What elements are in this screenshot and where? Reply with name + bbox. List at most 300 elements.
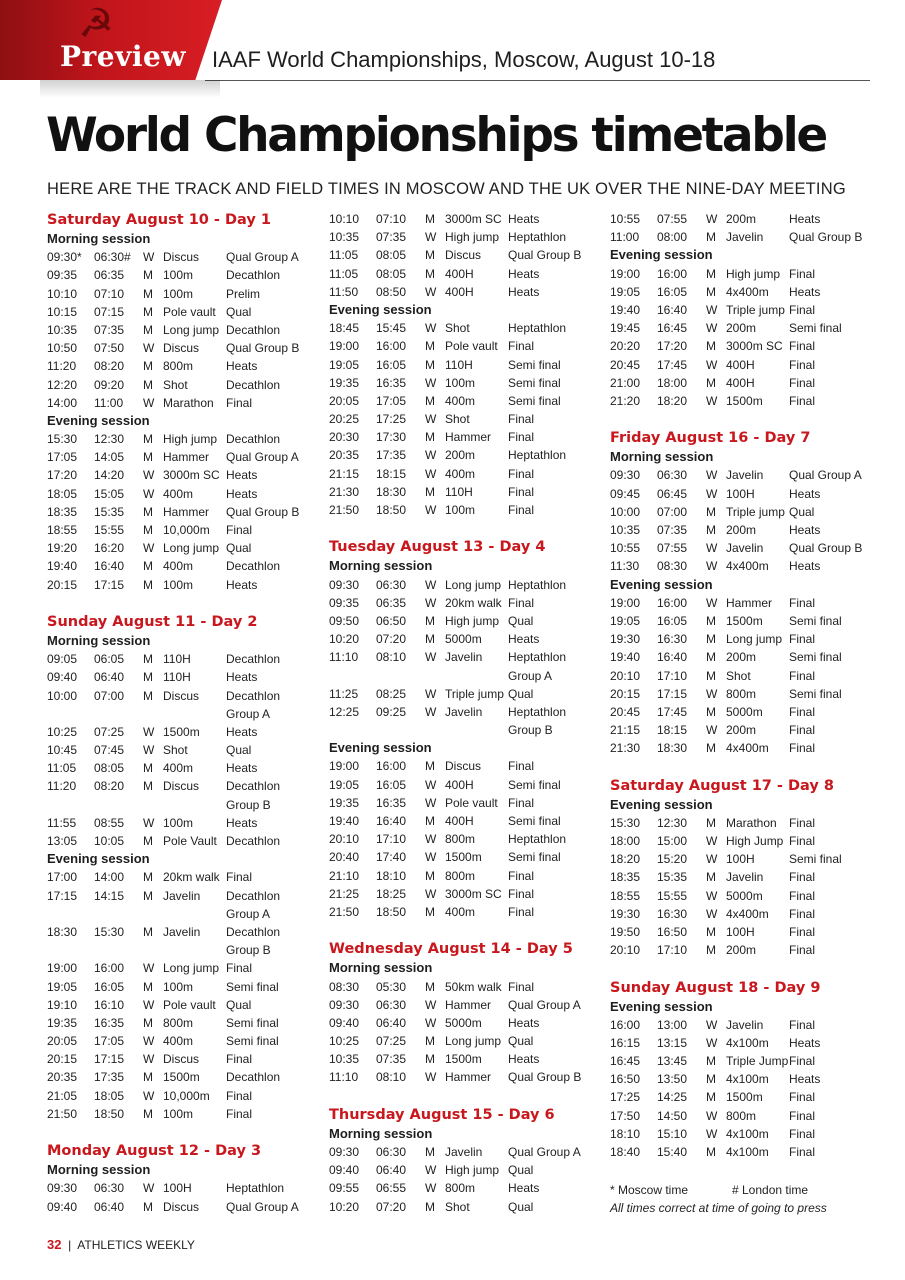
london-time: 16:50 <box>657 924 688 939</box>
event: Pole vault <box>445 339 498 354</box>
moscow-time: 18:35 <box>610 870 641 885</box>
moscow-time: 20:15 <box>47 577 78 592</box>
london-time: 07:35 <box>376 1052 407 1067</box>
round: Heptathlon <box>508 577 567 592</box>
gender: M <box>706 924 716 939</box>
moscow-time: 19:00 <box>329 339 360 354</box>
timetable-row <box>329 1068 599 1086</box>
event: 4x100m <box>726 1145 769 1159</box>
event: Long jump <box>163 961 220 976</box>
session-heading: Morning session <box>47 1162 151 1178</box>
timetable-row <box>47 650 317 668</box>
gender: W <box>706 357 718 372</box>
moscow-time: 19:05 <box>329 357 360 372</box>
moscow-time: 14:00 <box>47 395 78 410</box>
moscow-time: 13:05 <box>47 834 78 848</box>
round: Heats <box>789 1035 821 1050</box>
moscow-time: 19:20 <box>47 541 78 556</box>
round: Qual Group A <box>226 1199 299 1214</box>
round: Heats <box>226 724 258 739</box>
event: 1500m <box>726 1090 763 1105</box>
moscow-time: 20:35 <box>329 448 360 463</box>
london-time: 16:35 <box>376 795 407 810</box>
round: Heats <box>226 815 258 830</box>
event: 400H <box>445 814 474 828</box>
round: Qual <box>508 613 534 628</box>
event: Discus <box>163 250 200 265</box>
gender: M <box>425 339 435 354</box>
event: Pole vault <box>163 304 216 319</box>
timetable-row <box>329 501 599 519</box>
event: 3000m SC <box>726 339 783 354</box>
round: Qual <box>508 686 534 701</box>
moscow-time: 10:35 <box>329 230 360 245</box>
london-time: 16:00 <box>657 266 688 281</box>
event: 400m <box>163 486 194 501</box>
round: Semi final <box>508 850 561 865</box>
gender: W <box>706 852 718 867</box>
timetable-row <box>47 303 317 321</box>
moscow-time: 21:10 <box>329 868 360 883</box>
london-time: 17:30 <box>376 430 407 445</box>
round: Qual <box>508 1199 534 1214</box>
moscow-time: 09:40 <box>47 1199 78 1214</box>
gender: W <box>706 393 718 408</box>
page-folio <box>47 1237 195 1252</box>
gender: M <box>143 504 153 519</box>
event: Hammer <box>445 997 492 1012</box>
timetable-row <box>329 830 599 848</box>
event: 1500m <box>163 724 200 739</box>
event: 3000m SC <box>163 468 220 483</box>
round: Decathlon <box>226 924 281 939</box>
london-time: 07:35 <box>376 230 407 245</box>
gender: W <box>143 541 155 556</box>
timetable-row <box>329 612 599 630</box>
moscow-time: 09:40 <box>329 1015 360 1030</box>
timetable-row <box>329 576 599 594</box>
gender: W <box>143 250 155 265</box>
gender: M <box>425 814 435 828</box>
moscow-time: 17:50 <box>610 1108 641 1123</box>
london-time: 05:30 <box>376 979 407 994</box>
moscow-time: 10:10 <box>329 212 360 226</box>
gender: M <box>143 1015 153 1030</box>
round: Heats <box>226 761 258 776</box>
london-time: 06:40 <box>376 1015 407 1030</box>
round: Qual <box>226 304 252 319</box>
event: 800m <box>163 1015 194 1030</box>
timetable-row <box>610 392 880 410</box>
london-time: 15:20 <box>657 852 688 867</box>
day-heading: Thursday August 15 - Day 6 <box>329 1106 555 1123</box>
event: 200m <box>726 321 757 336</box>
round: Final <box>789 1145 816 1159</box>
london-time: 16:45 <box>657 321 688 336</box>
moscow-time: 21:05 <box>47 1088 78 1103</box>
timetable-row <box>47 905 317 923</box>
round: Final <box>508 759 535 774</box>
round: Final <box>789 1090 816 1105</box>
gender: W <box>425 230 437 245</box>
moscow-time: 20:10 <box>329 832 360 847</box>
round: Heats <box>789 1072 821 1087</box>
round: Final <box>789 1108 816 1123</box>
round: Final <box>508 466 535 481</box>
moscow-time: 21:00 <box>610 375 641 390</box>
day-heading: Saturday August 17 - Day 8 <box>610 777 834 794</box>
gender: W <box>143 1181 155 1196</box>
moscow-time: 16:00 <box>610 1017 641 1032</box>
event: 110H <box>163 652 191 667</box>
event: Hammer <box>445 430 492 445</box>
moscow-time: 09:55 <box>329 1181 360 1196</box>
london-time: 14:15 <box>94 888 125 903</box>
gender: M <box>143 1070 153 1085</box>
timetable-row <box>47 376 317 394</box>
event: Shot <box>726 668 751 683</box>
moscow-time: 10:20 <box>329 632 360 647</box>
event: 200m <box>726 523 757 537</box>
moscow-time: 20:10 <box>610 943 641 958</box>
london-time-note: # London time <box>732 1183 809 1198</box>
round: Final <box>508 868 535 883</box>
gender: M <box>425 430 435 445</box>
event: 110H <box>163 670 191 685</box>
round: Decathlon <box>226 688 281 703</box>
event: Javelin <box>726 541 764 556</box>
round: Decathlon <box>226 652 281 667</box>
gender: W <box>706 1126 718 1141</box>
round: Semi final <box>508 777 561 792</box>
london-time: 06:30 <box>376 1145 407 1159</box>
london-time: 07:20 <box>376 632 407 647</box>
timetable-row <box>47 248 317 266</box>
timetable-row <box>47 448 317 466</box>
moscow-time: 21:25 <box>329 886 360 901</box>
gender: W <box>143 486 155 501</box>
event: 4x400m <box>726 284 769 299</box>
london-time: 06:30 <box>94 1181 125 1196</box>
moscow-time: 12:25 <box>329 704 360 719</box>
timetable-row <box>610 721 880 739</box>
round: Semi final <box>226 979 279 994</box>
event: Javelin <box>445 1145 483 1159</box>
gender: M <box>143 1106 153 1121</box>
day-heading: Sunday August 18 - Day 9 <box>610 979 821 996</box>
round: Heats <box>789 523 821 537</box>
gender: M <box>706 504 716 519</box>
moscow-time: 10:25 <box>329 1034 360 1049</box>
moscow-time: 11:10 <box>329 650 359 665</box>
round: Final <box>789 888 816 903</box>
event: 4x100m <box>726 1072 769 1087</box>
moscow-time: 19:05 <box>610 284 641 299</box>
timetable-row <box>610 228 880 246</box>
event: 5000m <box>726 704 763 719</box>
page-title: World Championships timetable <box>46 108 826 163</box>
gender: M <box>425 1199 435 1214</box>
round: Final <box>789 815 816 830</box>
london-time: 17:10 <box>376 832 407 847</box>
gender: M <box>143 1199 153 1214</box>
event: 1500m <box>445 1052 482 1067</box>
moscow-time: 16:50 <box>610 1072 641 1087</box>
event: Long jump <box>163 322 220 337</box>
moscow-time: 20:20 <box>610 339 641 354</box>
moscow-time: 09:35 <box>47 268 78 283</box>
round: Qual <box>789 504 815 519</box>
london-time: 08:25 <box>376 686 407 701</box>
gender: M <box>143 779 153 794</box>
timetable-row <box>47 832 317 850</box>
moscow-time: 17:05 <box>47 450 78 465</box>
event: 100m <box>445 375 476 390</box>
event: 200m <box>726 650 757 665</box>
moscow-time: 11:30 <box>610 559 640 574</box>
timetable-row <box>610 485 880 503</box>
event: Pole vault <box>445 795 498 810</box>
moscow-time: 20:25 <box>329 412 360 427</box>
round: Final <box>789 266 816 281</box>
gender: W <box>425 832 437 847</box>
round: Semi final <box>789 321 842 336</box>
round: Semi final <box>789 686 842 701</box>
event: Triple jump <box>726 302 785 317</box>
timetable-row <box>329 483 599 501</box>
timetable-row <box>47 1014 317 1032</box>
timetable-row <box>329 630 599 648</box>
moscow-time: 18:00 <box>610 834 641 848</box>
round: Semi final <box>508 375 561 390</box>
event: High jump <box>445 1163 500 1178</box>
london-time: 16:40 <box>94 559 125 574</box>
event: Shot <box>445 1199 470 1214</box>
round: Final <box>789 393 816 408</box>
gender: W <box>706 1017 718 1032</box>
round: Final <box>789 704 816 719</box>
london-time: 16:00 <box>376 339 407 354</box>
london-time: 07:50 <box>94 341 125 356</box>
event: 4x100m <box>726 1035 769 1050</box>
round: Final <box>508 979 535 994</box>
timetable-row <box>329 721 599 739</box>
timetable-row <box>47 868 317 886</box>
session-heading: Evening session <box>610 576 713 592</box>
event: Javelin <box>163 924 201 939</box>
event: 100m <box>163 577 194 592</box>
london-time: 06:50 <box>376 613 407 628</box>
london-time: 15:55 <box>657 888 688 903</box>
gender: M <box>706 266 716 281</box>
round: Final <box>789 1017 816 1032</box>
timetable-row <box>47 1032 317 1050</box>
round: Qual Group A <box>226 450 299 465</box>
round: Final <box>789 723 816 738</box>
timetable-row <box>329 319 599 337</box>
timetable-row <box>610 1143 880 1161</box>
timetable-row <box>610 905 880 923</box>
gender: W <box>143 395 155 410</box>
gender: W <box>706 1108 718 1123</box>
moscow-time: 19:35 <box>329 375 360 390</box>
gender: W <box>425 704 437 719</box>
timetable-row <box>610 594 880 612</box>
event: 800m <box>726 1108 757 1123</box>
london-time: 18:00 <box>657 375 688 390</box>
moscow-time: 21:50 <box>47 1106 78 1121</box>
timetable-row <box>610 1125 880 1143</box>
moscow-time: 19:00 <box>610 266 641 281</box>
event: 20km walk <box>445 595 502 610</box>
header-divider <box>205 80 870 81</box>
event: High jump <box>445 613 500 628</box>
timetable-row <box>610 319 880 337</box>
timetable-row <box>47 557 317 575</box>
london-time: 08:05 <box>376 248 407 263</box>
event: 400H <box>726 375 755 390</box>
london-time: 16:40 <box>657 650 688 665</box>
london-time: 15:35 <box>94 504 125 519</box>
timetable-row <box>329 685 599 703</box>
gender: W <box>425 577 437 592</box>
gender: W <box>425 412 437 427</box>
gender: W <box>425 1181 437 1196</box>
london-time: 16:30 <box>657 632 688 647</box>
moscow-time: 20:40 <box>329 850 360 865</box>
event: 5000m <box>445 632 482 647</box>
session-heading: Morning session <box>610 449 714 465</box>
timetable-row <box>610 210 880 228</box>
timetable-row <box>329 1014 599 1032</box>
event: 110H <box>445 484 473 499</box>
event: 400H <box>445 266 474 281</box>
gender: M <box>706 1090 716 1105</box>
timetable-row <box>329 374 599 392</box>
moscow-time: 10:35 <box>47 322 78 337</box>
round: Heats <box>508 1015 540 1030</box>
round: Final <box>226 395 253 410</box>
round: Final <box>789 906 816 921</box>
gender: M <box>706 339 716 354</box>
moscow-time: 18:10 <box>610 1126 641 1141</box>
moscow-time: 10:55 <box>610 212 641 226</box>
london-time: 08:05 <box>94 761 125 776</box>
round: Qual Group B <box>789 230 863 245</box>
event: Shot <box>445 412 470 427</box>
session-heading: Morning session <box>329 960 433 976</box>
event: 3000m SC <box>445 886 502 901</box>
moscow-time: 11:05 <box>329 248 359 263</box>
event: High jump <box>445 230 500 245</box>
event: 100m <box>163 979 194 994</box>
timetable-row <box>329 867 599 885</box>
round: Final <box>789 741 816 756</box>
round: Decathlon <box>226 1070 281 1085</box>
round: Qual Group B <box>508 1070 582 1085</box>
timetable-row <box>610 739 880 757</box>
round: Heats <box>508 284 540 299</box>
london-time: 08:55 <box>94 815 125 830</box>
london-time: 06:30 <box>376 577 407 592</box>
timetable-row <box>47 923 317 941</box>
timetable-row <box>329 1050 599 1068</box>
gender: M <box>143 304 153 319</box>
moscow-time: 21:50 <box>329 503 360 517</box>
london-time: 17:15 <box>657 686 688 701</box>
moscow-time: 10:15 <box>47 304 78 319</box>
london-time: 12:30 <box>94 432 125 447</box>
london-time: 18:15 <box>376 466 407 481</box>
event: 800m <box>726 686 757 701</box>
gender: W <box>143 961 155 976</box>
event: 200m <box>726 212 757 226</box>
moscow-time: 19:40 <box>610 650 641 665</box>
london-time: 17:15 <box>94 1052 125 1067</box>
event: Shot <box>163 377 188 392</box>
round: Final <box>789 834 816 848</box>
timetable-row <box>329 812 599 830</box>
round: Qual Group A <box>226 250 299 265</box>
event: Javelin <box>726 870 764 885</box>
round: Group A <box>226 906 271 921</box>
moscow-time: 19:00 <box>47 961 78 976</box>
london-time: 07:35 <box>94 322 125 337</box>
gender: M <box>425 393 435 408</box>
round: Final <box>226 1088 253 1103</box>
timetable-row <box>610 374 880 392</box>
event: 200m <box>726 943 757 958</box>
event: Shot <box>445 321 470 336</box>
round: Final <box>508 484 535 499</box>
timetable-row <box>610 1016 880 1034</box>
event: 200m <box>445 448 476 463</box>
london-time: 07:15 <box>94 304 125 319</box>
moscow-time-note: * Moscow time <box>610 1183 689 1198</box>
round: Heats <box>508 212 540 226</box>
moscow-time: 09:30 <box>329 997 360 1012</box>
round: Heats <box>226 468 258 483</box>
timetable-row <box>610 685 880 703</box>
moscow-time: 21:30 <box>610 741 641 756</box>
timetable-row <box>47 357 317 375</box>
gender: M <box>143 979 153 994</box>
london-time: 18:25 <box>376 886 407 901</box>
london-time: 15:55 <box>94 523 125 537</box>
moscow-time: 19:45 <box>610 321 641 336</box>
moscow-time: 18:20 <box>610 852 641 867</box>
round: Final <box>789 375 816 390</box>
london-time: 15:05 <box>94 486 125 501</box>
timetable-row <box>47 1068 317 1086</box>
timetable-row <box>47 723 317 741</box>
timetable-row <box>610 648 880 666</box>
timetable-row <box>329 428 599 446</box>
round: Final <box>226 523 253 537</box>
london-time: 17:20 <box>657 339 688 354</box>
round: Heats <box>226 670 258 685</box>
session-heading: Evening session <box>329 301 432 317</box>
timetable-row <box>329 667 599 685</box>
round: Qual Group A <box>789 468 862 483</box>
timetable-row <box>47 576 317 594</box>
gender: M <box>425 212 435 226</box>
timetable-row <box>329 392 599 410</box>
timetable-row <box>610 1088 880 1106</box>
round: Heats <box>226 486 258 501</box>
london-time: 18:50 <box>376 904 407 919</box>
london-time: 16:05 <box>94 979 125 994</box>
